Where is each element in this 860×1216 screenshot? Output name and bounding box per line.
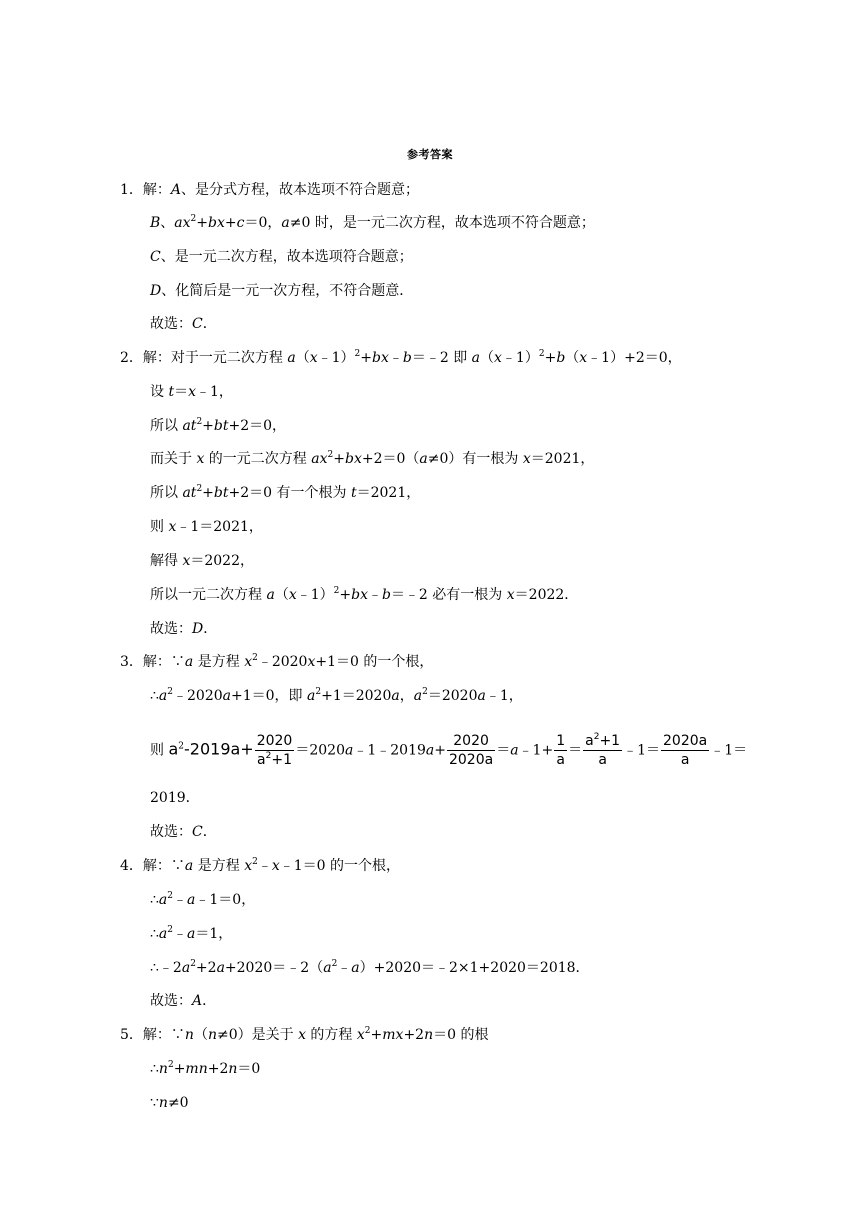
fraction: $\frac{2020}{a^2+1}$ (256, 733, 293, 768)
fraction: $\frac{a^2+1}{a}$ (585, 732, 621, 768)
q4-line-4: $\therefore﹣2a^2+2a+2020=﹣2(a^2﹣a)+2020=﹣2\times 1+2020=2018$． (150, 959, 590, 976)
q1-line-4: D、化简后是一元一次方程，不符合题意． (150, 283, 414, 299)
q1-line-1: 1．解：A、是分式方程，故本选项不符合题意； (120, 182, 420, 198)
fraction: $\frac{2020a}{a}$ (663, 733, 708, 768)
q1-line-2: B、$ax^2+bx+c=0$，a≠0 时，是一元二次方程，故本选项不符合题意； (150, 214, 595, 231)
q4-line-5: 故选：A． (150, 993, 217, 1009)
q1-line-5: 故选：C． (150, 316, 217, 332)
q2-line-7: 解得 x＝2022， (150, 553, 254, 569)
q3-line-3: 则 $a^2-2019a+$ $\frac{2020}{a^2+1}$ ＝2020a﹣1﹣2019a+ $\frac{2020}{2020a}$ ＝a﹣1+ $\frac{1}{a}$ ＝ $\frac{a^2+1}{a}$ ﹣1＝ $\frac{2020a}{a}$ ﹣1＝ (150, 732, 748, 768)
q4-line-1: 4．解：∵a 是方程 $x^2﹣x﹣1=0$ 的一个根， (120, 857, 400, 874)
q2-line-9: 故选：D． (150, 621, 218, 637)
q2-line-3: 所以 $at^2+bt+2=0$， (150, 417, 287, 434)
q4-line-2: $\therefore a^2﹣a﹣1=0$， (150, 891, 256, 908)
q2-line-5: 所以 $at^2+bt+2=0$ 有一个根为 t＝2021， (150, 484, 421, 501)
q2-line-6: 则 x﹣1＝2021， (150, 519, 263, 535)
q3-line-4: 2019． (150, 790, 200, 806)
fraction: $\frac{2020}{2020a}$ (448, 733, 494, 768)
q5-line-1: 5．解：∵n（n≠0）是关于 x 的方程 $x^2+mx+2n=0$ 的根 (120, 1026, 489, 1043)
q1-line-3: C、是一元二次方程，故本选项符合题意； (150, 249, 413, 265)
q5-line-3: ∵n≠0 (150, 1095, 189, 1111)
q2-line-8: 所以一元二次方程 a（x﹣1）$^2$+bx﹣b＝﹣2 必有一根为 x＝2022． (150, 586, 579, 603)
fraction: $\frac{1}{a}$ (556, 733, 566, 768)
q3-line-2: $\therefore a^2﹣2020a+1=0$，即 $a^2+1=2020a$，$a^2=2020a﹣1$， (150, 687, 523, 704)
q4-line-3: $\therefore a^2﹣a=1$， (150, 925, 233, 942)
q2-line-2: 设 t＝x﹣1， (150, 384, 233, 400)
q5-line-2: $\therefore n^2+mn+2n=0$ (150, 1060, 261, 1077)
page-title: 参考答案 (407, 148, 453, 161)
q2-line-1: 2．解：对于一元二次方程 a（x﹣1）$^2$+bx﹣b＝﹣2 即 a（x﹣1）$^2$+b（x﹣1）+2＝0， (120, 349, 682, 366)
q3-line-5: 故选：C． (150, 824, 217, 840)
q2-line-4: 而关于 x 的一元二次方程 $ax^2+bx+2=0(a\ne 0)$有一根为 x＝2021， (150, 450, 595, 467)
q3-line-1: 3．解：∵a 是方程 $x^2﹣2020x+1=0$ 的一个根， (120, 653, 434, 670)
